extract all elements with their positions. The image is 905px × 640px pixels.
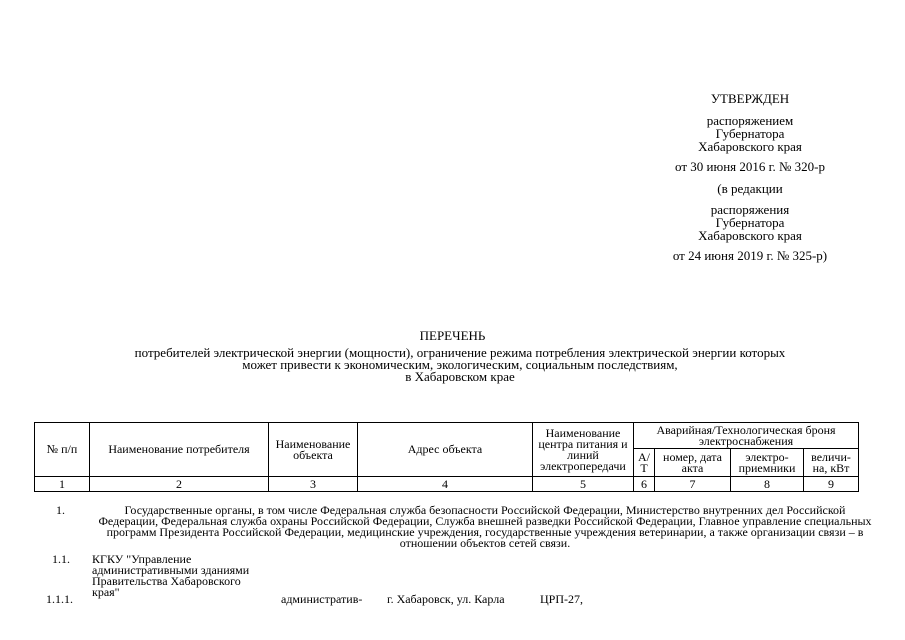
revision-line-1: (в редакции [717,181,783,196]
header-kw: величи- на, кВт [804,449,859,477]
header-object: Наименование объекта [269,423,358,477]
header-at: А/ Т [634,449,655,477]
subtitle-line-3: в Хабаровском крае [405,369,515,384]
section-1-1-1-number: 1.1.1. [46,592,73,606]
header-power-center: Наименование центра питания и линий электропередачи [533,423,634,477]
approval-block [640,92,860,262]
section-1-1-number: 1.1. [52,552,70,566]
column-number: 1 [35,477,90,492]
header-consumer: Наименование потребителя [90,423,269,477]
column-number: 3 [269,477,358,492]
order-date: от 30 июня 2016 г. № 320-р [675,159,825,174]
section-1-1-text: КГКУ "Управление административными зданиями Правительства Хабаровского края" [92,552,250,599]
order-line-2: Губернатора [715,126,785,141]
column-number: 2 [90,477,269,492]
section-1-text: Государственные органы, в том числе Федеральная служба безопасности Российской Федерации, Министерство внутренних дел Российской Федерации, Федеральная служба охраны Российской Федерации, Служба внешней разведки Российской Федерации, Главное управление специальных программ Президента Российской Федерации, медицинские учреждения, государственные учреждения ветеринарии, а также организации связи – в отношении объектов сетей связи. [98,503,872,550]
revision-line-2: распоряжения [710,202,790,217]
section-1-number: 1. [56,503,65,517]
section-1-1-1-object: административ- [281,592,363,606]
header-num: № п/п [35,423,90,477]
column-number: 6 [634,477,655,492]
order-line-1: распоряжением [706,113,794,128]
column-number: 5 [533,477,634,492]
consumers-table [34,422,859,492]
order-line-3: Хабаровского края [698,139,802,154]
column-number: 9 [804,477,859,492]
page-subtitle [60,347,860,383]
approved-label: УТВЕРЖДЕН [710,91,790,106]
header-address: Адрес объекта [358,423,533,477]
header-act: номер, дата акта [655,449,731,477]
section-1-1-1-address: г. Хабаровск, ул. Карла [387,592,505,606]
subtitle-line-1: потребителей электрической энергии (мощности), ограничение режима потребления электрической энергии которых [134,345,786,360]
header-receivers: электро- приемники [731,449,804,477]
revision-line-4: Хабаровского края [698,228,802,243]
column-number: 8 [731,477,804,492]
section-1-1-1-center: ЦРП-27, [540,592,584,606]
subtitle-line-2: может привести к экономическим, экологическим, социальным последствиям, [242,357,678,372]
column-number: 4 [358,477,533,492]
column-number: 7 [655,477,731,492]
revision-line-3: Губернатора [715,215,785,230]
header-reserve-group: Аварийная/Технологическая броня электроснабжения [634,423,859,449]
revision-date: от 24 июня 2019 г. № 325-р) [672,248,828,263]
page-title: ПЕРЕЧЕНЬ [419,328,486,343]
